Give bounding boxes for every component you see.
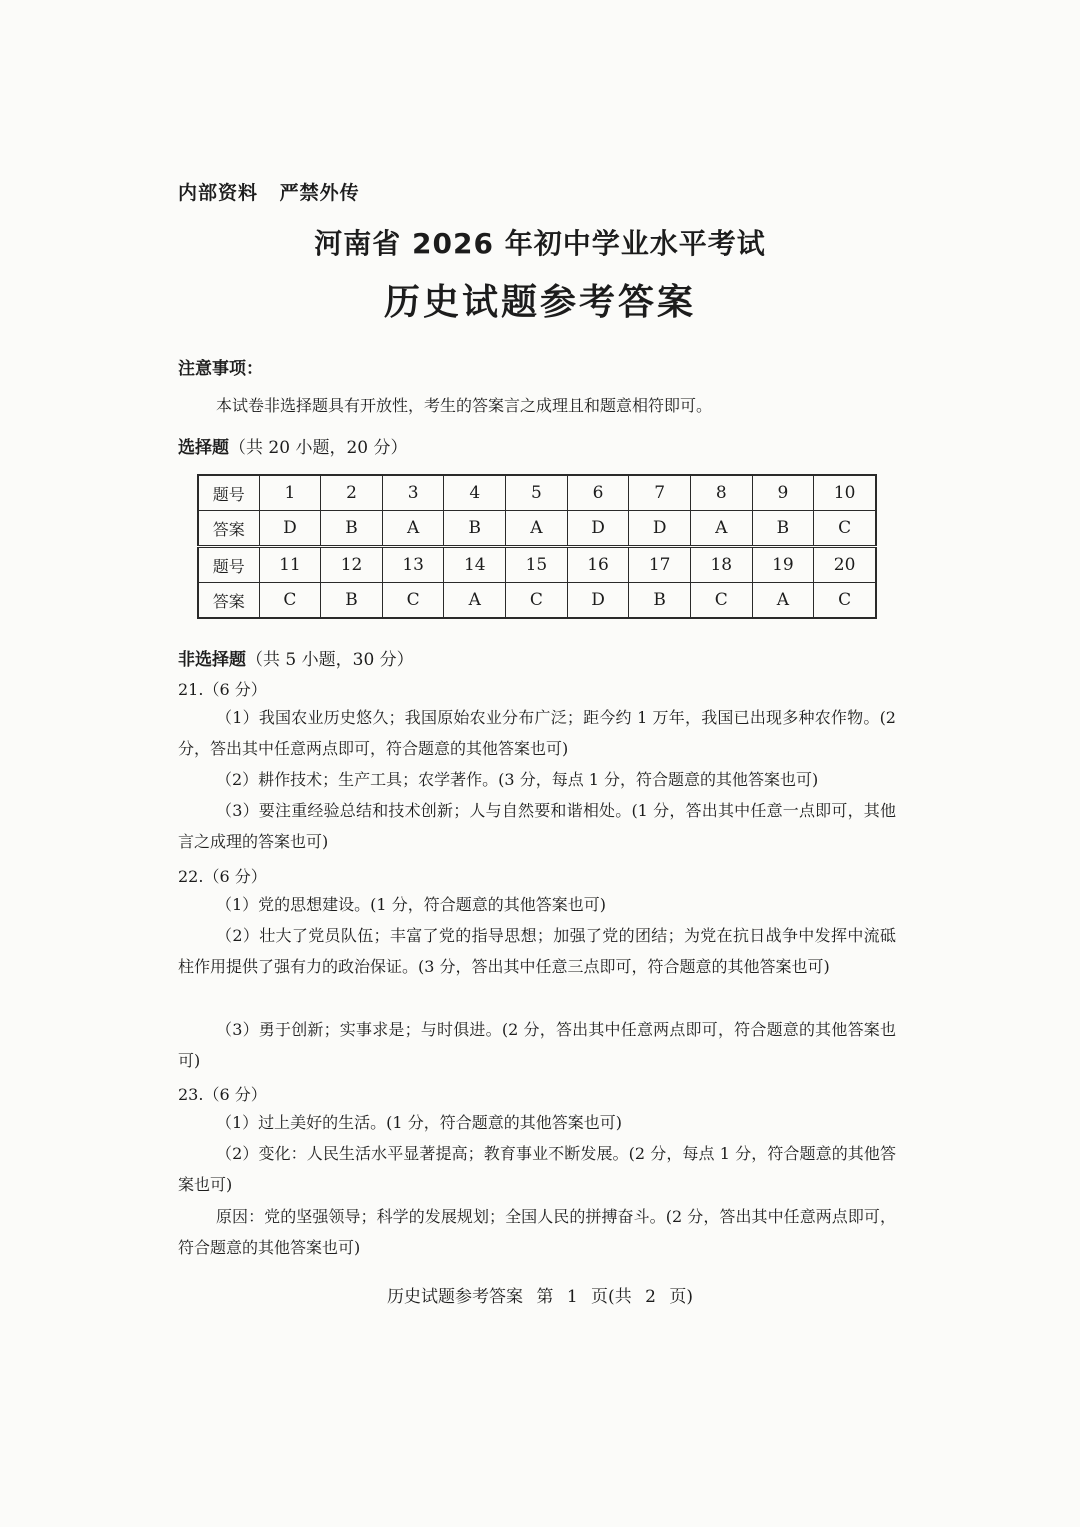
- question-21-number: 21.（6 分）: [178, 680, 267, 699]
- question-21-part-2: （2）耕作技术；生产工具；农学著作。(3 分，每点 1 分，符合题意的其他答案也可): [216, 770, 819, 789]
- question-number-cell: 7: [629, 475, 691, 511]
- answer-cell: A: [690, 511, 752, 547]
- question-number-cell: 2: [321, 475, 383, 511]
- page-footer: 历史试题参考答案 第 1 页(共 2 页): [387, 1287, 693, 1307]
- question-number-cell: 10: [814, 475, 876, 511]
- answer-cell: C: [814, 583, 876, 619]
- exam-subtitle: 历史试题参考答案: [383, 282, 696, 323]
- question-number-cell: 1: [259, 475, 321, 511]
- answer-cell: A: [506, 511, 568, 547]
- question-21-part-1: （1）我国农业历史悠久；我国原始农业分布广泛；距今约 1 万年，我国已出现多种农作物。(2 分，答出其中任意两点即可，符合题意的其他答案也可): [178, 708, 896, 758]
- table-row: [198, 583, 876, 619]
- question-number-cell: 6: [567, 475, 629, 511]
- row-label-answer: 答案: [198, 583, 259, 619]
- question-number-cell: 20: [814, 547, 876, 583]
- notice-label: 注意事项：: [178, 359, 263, 379]
- answer-cell: C: [506, 583, 568, 619]
- question-21-part-3: （3）要注重经验总结和技术创新；人与自然要和谐相处。(1 分，答出其中任意一点即可，其他言之成理的答案也可): [178, 801, 896, 851]
- answer-cell: B: [752, 511, 814, 547]
- nonchoice-section-heading: [178, 645, 414, 670]
- answer-cell: A: [382, 511, 444, 547]
- answer-cell: B: [321, 583, 383, 619]
- question-22-part-1: （1）党的思想建设。(1 分，符合题意的其他答案也可): [216, 895, 606, 914]
- question-number-cell: 18: [690, 547, 752, 583]
- question-number-cell: 5: [506, 475, 568, 511]
- question-number-cell: 11: [259, 547, 321, 583]
- question-number-cell: 17: [629, 547, 691, 583]
- question-number-cell: 19: [752, 547, 814, 583]
- answer-cell: B: [444, 511, 506, 547]
- answer-cell: C: [382, 583, 444, 619]
- question-number-cell: 4: [444, 475, 506, 511]
- answer-cell: C: [814, 511, 876, 547]
- answer-cell: A: [444, 583, 506, 619]
- nonchoice-section-sub: （共 5 小题，30 分）: [246, 650, 414, 670]
- question-23-number: 23.（6 分）: [178, 1085, 267, 1104]
- row-label-question: 题号: [198, 475, 259, 511]
- question-22-part-2: （2）壮大了党员队伍；丰富了党的指导思想；加强了党的团结；为党在抗日战争中发挥中流砥柱作用提供了强有力的政治保证。(3 分，答出其中任意三点即可，符合题意的其他答案也可): [178, 926, 896, 976]
- answer-cell: D: [629, 511, 691, 547]
- question-23-part-2: （2）变化：人民生活水平显著提高；教育事业不断发展。(2 分，每点 1 分，符合题意的其他答案也可): [178, 1144, 896, 1194]
- table-row: [198, 475, 876, 511]
- confidential-notice: 内部资料 严禁外传: [178, 182, 360, 204]
- question-number-cell: 16: [567, 547, 629, 583]
- choice-answer-table: [197, 474, 877, 619]
- table-row: [198, 547, 876, 583]
- question-number-cell: 15: [506, 547, 568, 583]
- answer-cell: D: [567, 511, 629, 547]
- choice-section-label: 选择题: [178, 438, 229, 458]
- question-number-cell: 12: [321, 547, 383, 583]
- question-number-cell: 13: [382, 547, 444, 583]
- row-label-question: 题号: [198, 547, 259, 583]
- row-label-answer: 答案: [198, 511, 259, 547]
- question-number-cell: 3: [382, 475, 444, 511]
- question-number-cell: 9: [752, 475, 814, 511]
- question-23-reason: 原因：党的坚强领导；科学的发展规划；全国人民的拼搏奋斗。(2 分，答出其中任意两点即可，符合题意的其他答案也可): [178, 1207, 896, 1257]
- answer-cell: C: [259, 583, 321, 619]
- answer-cell: D: [259, 511, 321, 547]
- notice-text: 本试卷非选择题具有开放性，考生的答案言之成理且和题意相符即可。: [216, 396, 713, 415]
- question-23-part-1: （1）过上美好的生活。(1 分，符合题意的其他答案也可): [216, 1113, 622, 1132]
- choice-section-heading: [178, 433, 407, 458]
- question-22-part-3: （3）勇于创新；实事求是；与时俱进。(2 分，答出其中任意两点即可，符合题意的其他答案也可): [178, 1020, 896, 1070]
- question-number-cell: 14: [444, 547, 506, 583]
- exam-title: 河南省 2026 年初中学业水平考试: [314, 227, 766, 260]
- answer-cell: D: [567, 583, 629, 619]
- choice-section-sub: （共 20 小题，20 分）: [229, 438, 408, 458]
- answer-cell: B: [629, 583, 691, 619]
- answer-cell: A: [752, 583, 814, 619]
- question-number-cell: 8: [690, 475, 752, 511]
- question-22-number: 22.（6 分）: [178, 867, 267, 886]
- nonchoice-section-label: 非选择题: [178, 650, 246, 670]
- answer-cell: C: [690, 583, 752, 619]
- table-row: [198, 511, 876, 547]
- answer-cell: B: [321, 511, 383, 547]
